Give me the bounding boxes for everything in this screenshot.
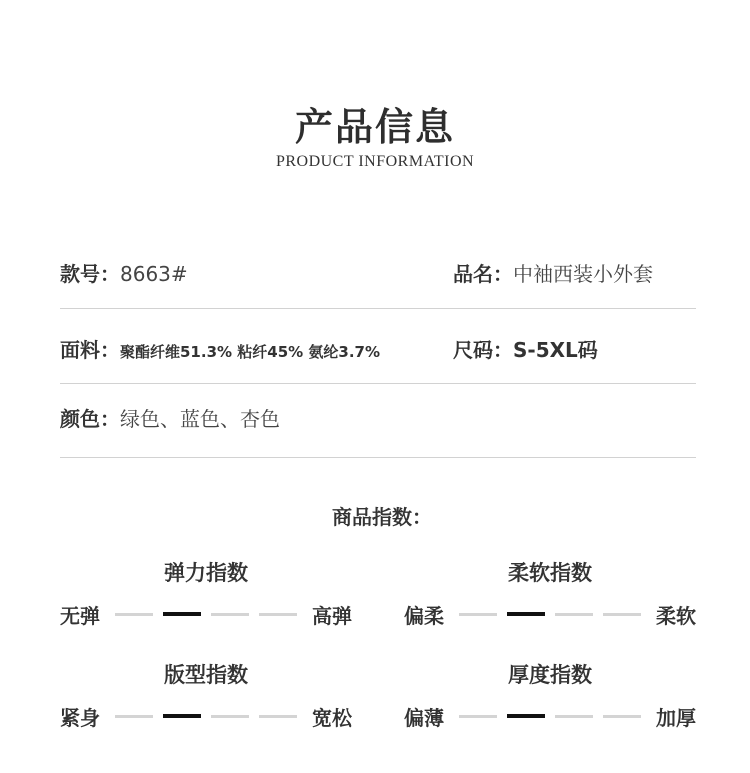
info-row-2 [60, 331, 696, 365]
index-scale [60, 702, 352, 730]
product-index-title: 商品指数： [332, 505, 432, 529]
scale-segment-active [507, 612, 545, 616]
scale-bar [459, 612, 641, 616]
scale-segment [555, 715, 593, 718]
index-scale [404, 600, 696, 628]
scale-segment [603, 613, 641, 616]
fit-index [60, 660, 352, 730]
color-value: 绿色、蓝色、杏色 [120, 406, 280, 431]
index-name: 版型指数 [164, 663, 248, 687]
divider [60, 308, 696, 309]
scale-right-label: 高弹 [312, 603, 352, 628]
index-name: 厚度指数 [508, 663, 592, 687]
scale-bar [115, 612, 297, 616]
page-subtitle: PRODUCT INFORMATION [275, 153, 475, 170]
info-row-1 [60, 255, 696, 289]
scale-segment [115, 613, 153, 616]
index-name: 柔软指数 [508, 561, 592, 585]
scale-segment [211, 613, 249, 616]
product-name-label: 品名： [453, 261, 513, 286]
style-no-value: 8663# [120, 261, 188, 286]
info-row-3 [60, 400, 696, 434]
fabric-field [60, 334, 453, 363]
product-name-value: 中袖西装小外套 [513, 261, 653, 286]
scale-right-label: 柔软 [656, 603, 696, 628]
scale-left-label: 无弹 [60, 603, 100, 628]
scale-left-label: 偏薄 [404, 705, 444, 730]
divider [60, 457, 696, 458]
scale-segment-active [507, 714, 545, 718]
color-label: 颜色： [60, 406, 120, 431]
thickness-index [404, 660, 696, 730]
fabric-label: 面料： [60, 337, 120, 362]
size-label: 尺码： [453, 337, 513, 362]
divider [60, 383, 696, 384]
index-scale [404, 702, 696, 730]
scale-segment-active [163, 714, 201, 718]
scale-bar [115, 714, 297, 718]
product-name-field [453, 258, 696, 287]
size-field [453, 334, 696, 363]
scale-segment [259, 715, 297, 718]
style-no-label: 款号： [60, 261, 120, 286]
scale-segment [115, 715, 153, 718]
page-title: 产品信息 [294, 105, 455, 149]
index-scale [60, 600, 352, 628]
fabric-value: 聚酯纤维51.3% 粘纤45% 氨纶3.7% [120, 342, 380, 361]
scale-right-label: 加厚 [656, 705, 696, 730]
size-value: S-5XL码 [513, 337, 598, 362]
scale-left-label: 紧身 [60, 705, 100, 730]
softness-index [404, 558, 696, 628]
scale-segment [603, 715, 641, 718]
scale-segment [459, 715, 497, 718]
elasticity-index [60, 558, 352, 628]
scale-bar [459, 714, 641, 718]
scale-left-label: 偏柔 [404, 603, 444, 628]
scale-right-label: 宽松 [312, 705, 352, 730]
scale-segment-active [163, 612, 201, 616]
style-no-field [60, 258, 453, 287]
scale-segment [259, 613, 297, 616]
index-name: 弹力指数 [164, 561, 248, 585]
scale-segment [459, 613, 497, 616]
scale-segment [555, 613, 593, 616]
scale-segment [211, 715, 249, 718]
color-field [60, 403, 453, 432]
